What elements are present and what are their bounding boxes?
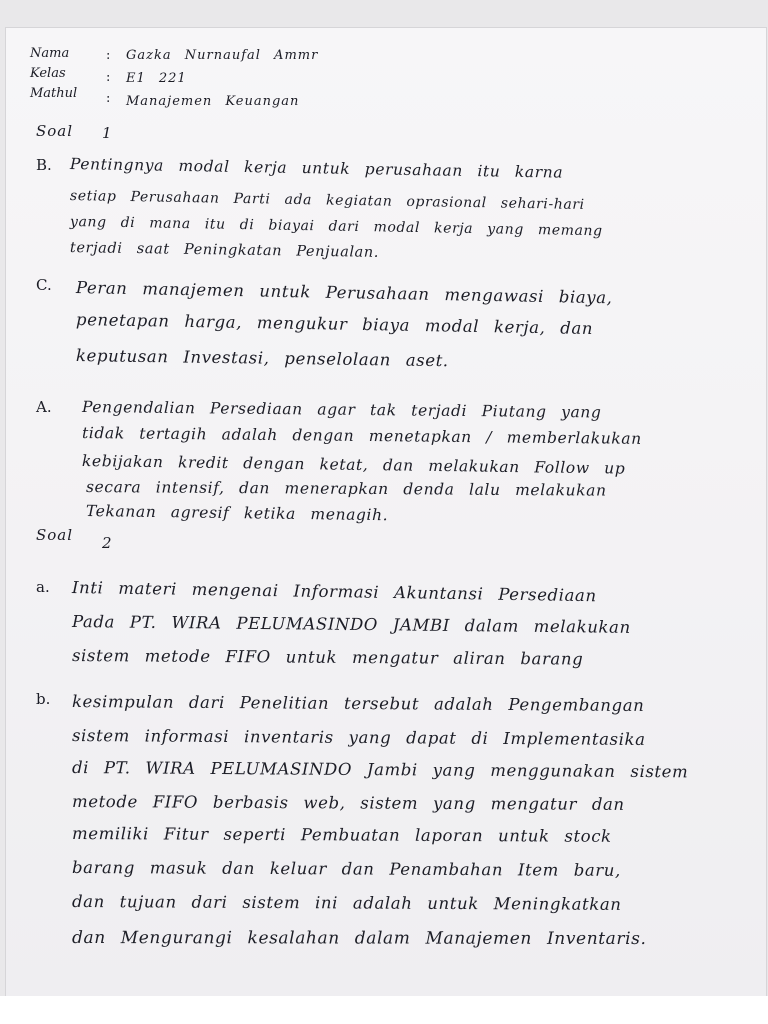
name-colon: : bbox=[106, 48, 111, 63]
name-value: Gazka Nurnaufal Ammr bbox=[126, 48, 319, 63]
name-label: Nama bbox=[30, 46, 70, 61]
answer-marker: a. bbox=[36, 578, 50, 596]
answer-marker: C. bbox=[36, 276, 52, 294]
answer-marker: B. bbox=[36, 156, 52, 174]
soal-2-title: Soal bbox=[36, 526, 74, 544]
answer-line: memiliki Fitur seperti Pembuatan laporan untuk stock bbox=[71, 824, 612, 846]
soal-1-title: Soal bbox=[36, 122, 74, 140]
answer-line: dan Mengurangi kesalahan dalam Manajemen Inventaris. bbox=[71, 928, 647, 950]
answer-line: penetapan harga, mengukur biaya modal kerja, dan bbox=[75, 310, 594, 339]
answer-line: barang masuk dan keluar dan Penambahan Item baru, bbox=[71, 858, 621, 880]
class-colon: : bbox=[106, 70, 111, 85]
answer-line: terjadi saat Peningkatan Penjualan. bbox=[69, 240, 380, 261]
answer-line: secara intensif, dan menerapkan denda lalu melakukan bbox=[85, 478, 607, 500]
answer-marker: A. bbox=[36, 398, 52, 416]
answer-line: Pentingnya modal kerja untuk perusahaan itu karna bbox=[69, 155, 564, 182]
class-label: Kelas bbox=[30, 66, 66, 81]
answer-line: sistem informasi inventaris yang dapat di Implementasika bbox=[71, 726, 646, 750]
course-label: Mathul bbox=[30, 86, 78, 101]
answer-line: kesimpulan dari Penelitian tersebut adalah Pengembangan bbox=[71, 692, 645, 715]
answer-line: keputusan Investasi, penselolaan aset. bbox=[75, 346, 449, 371]
page-bottom-margin bbox=[0, 996, 768, 1024]
answer-line: Pengendalian Persediaan agar tak terjadi Piutang yang bbox=[81, 398, 602, 422]
answer-line: di PT. WIRA PELUMASINDO Jambi yang menggunakan sistem bbox=[71, 758, 689, 782]
answer-line: yang di mana itu di biayai dari modal kerja yang memang bbox=[69, 214, 603, 240]
course-value: Manajemen Keuangan bbox=[126, 94, 300, 109]
answer-line: setiap Perusahaan Parti ada kegiatan oprasional sehari-hari bbox=[69, 188, 585, 213]
answer-line: Tekanan agresif ketika menagih. bbox=[85, 502, 389, 525]
course-colon: : bbox=[106, 91, 111, 106]
answer-line: metode FIFO berbasis web, sistem yang mengatur dan bbox=[71, 792, 625, 814]
answer-line: Peran manajemen untuk Perusahaan mengawasi biaya, bbox=[75, 278, 613, 308]
answer-line: sistem metode FIFO untuk mengatur aliran barang bbox=[71, 646, 584, 669]
handwritten-page bbox=[6, 28, 766, 996]
answer-line: kebijakan kredit dengan ketat, dan melakukan Follow up bbox=[81, 452, 626, 478]
answer-marker: b. bbox=[36, 690, 51, 708]
soal-1-number: 1 bbox=[102, 124, 113, 142]
class-value: E1 221 bbox=[126, 71, 187, 86]
answer-line: Pada PT. WIRA PELUMASINDO JAMBI dalam melakukan bbox=[71, 612, 631, 637]
answer-line: tidak tertagih adalah dengan menetapkan / memberlakukan bbox=[81, 424, 642, 448]
soal-2-number: 2 bbox=[102, 534, 113, 552]
answer-line: Inti materi mengenai Informasi Akuntansi Persediaan bbox=[71, 578, 597, 606]
answer-line: dan tujuan dari sistem ini adalah untuk Meningkatkan bbox=[71, 892, 622, 914]
